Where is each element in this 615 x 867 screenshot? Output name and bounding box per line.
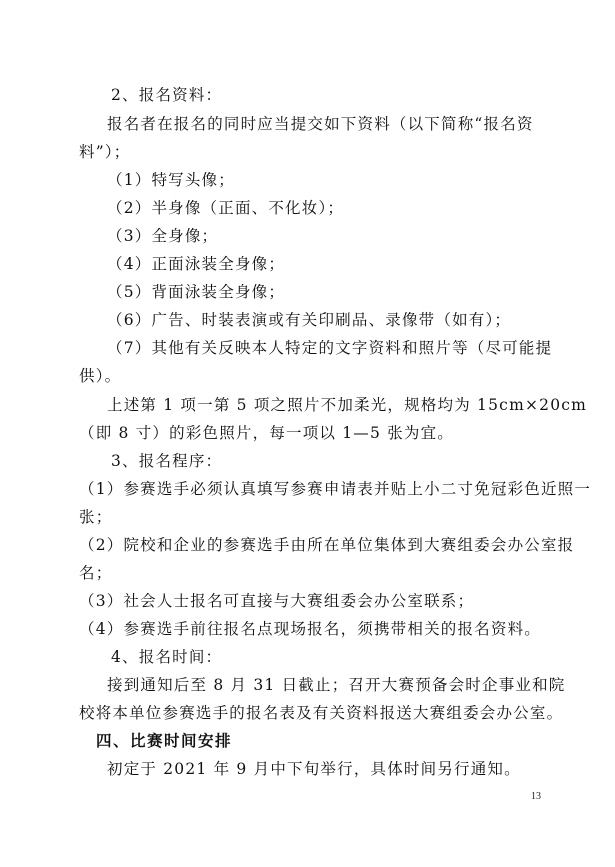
paragraph-line: （即 8 寸）的彩色照片，每一项以 1—5 张为宜。 xyxy=(79,424,454,442)
list-item: （6）广告、时装表演或有关印刷品、录像带（如有）； xyxy=(107,311,512,329)
paragraph-line: 上述第 1 项一第 5 项之照片不加柔光，规格均为 15cm×20cm xyxy=(107,396,588,414)
paragraph-line: 料”）； xyxy=(79,143,131,161)
list-item-continuation: 供）。 xyxy=(79,367,122,385)
list-item: （7）其他有关反映本人特定的文字资料和照片等（尽可能提 xyxy=(107,339,553,357)
list-item: （4）正面泳装全身像； xyxy=(107,255,286,273)
paragraph-line: 校将本单位参赛选手的报名表及有关资料报送大赛组委会办公室。 xyxy=(79,704,564,722)
paragraph-line: 初定于 2021 年 9 月中下旬举行，具体时间另行通知。 xyxy=(107,760,521,778)
section-heading-competition-schedule: 四、比赛时间安排 xyxy=(96,732,233,750)
page-number: 13 xyxy=(531,791,541,802)
list-item: （4）参赛选手前往报名点现场报名，须携带相关的报名资料。 xyxy=(79,620,541,638)
section-heading-registration-materials: 2、报名资料： xyxy=(111,86,223,104)
list-item-continuation: 张； xyxy=(79,508,113,526)
section-heading-registration-procedure: 3、报名程序： xyxy=(111,452,223,470)
list-item: （2）半身像（正面、不化妆）； xyxy=(107,199,345,217)
list-item: （3）社会人士报名可直接与大赛组委会办公室联系； xyxy=(79,592,475,610)
list-item: （2）院校和企业的参赛选手由所在单位集体到大赛组委会办公室报 xyxy=(79,536,575,554)
list-item-continuation: 名； xyxy=(79,564,113,582)
list-item: （5）背面泳装全身像； xyxy=(107,283,286,301)
list-item: （1）特写头像； xyxy=(107,171,235,189)
list-item: （3）全身像； xyxy=(107,227,219,245)
paragraph-line: 报名者在报名的同时应当提交如下资料（以下简称“报名资 xyxy=(107,115,534,133)
section-heading-registration-time: 4、报名时间： xyxy=(111,648,223,666)
paragraph-line: 接到通知后至 8 月 31 日截止；召开大赛预备会时企事业和院 xyxy=(107,676,566,694)
list-item: （1）参赛选手必须认真填写参赛申请表并贴上小二寸免冠彩色近照一 xyxy=(79,480,592,498)
